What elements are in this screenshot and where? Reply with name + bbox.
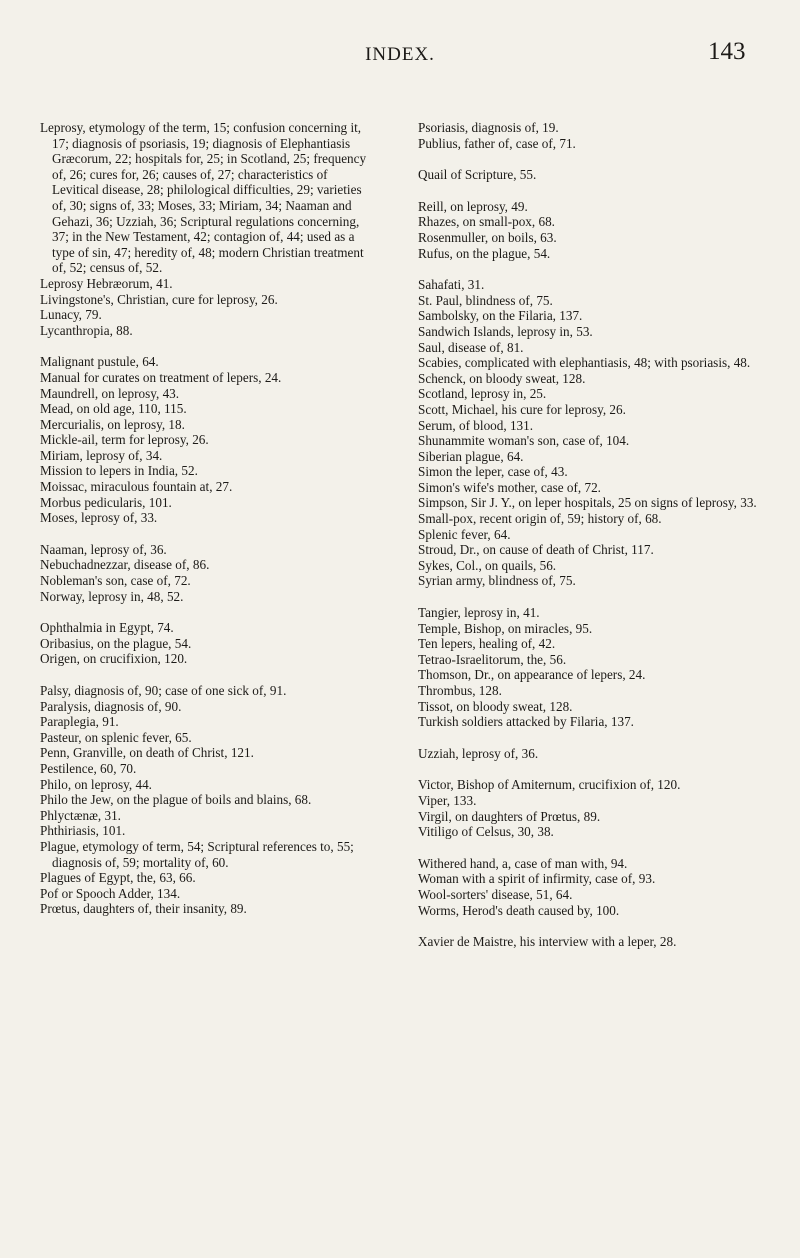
- index-entry: Livingstone's, Christian, cure for leprosy, 26.: [40, 291, 278, 307]
- index-entry: Oribasius, on the plague, 54.: [40, 635, 192, 651]
- index-entry: Scott, Michael, his cure for leprosy, 26.: [418, 401, 626, 417]
- index-letter-group: [418, 167, 770, 183]
- index-entry: Vitiligo of Celsus, 30, 38.: [418, 824, 554, 840]
- index-entry: Serum, of blood, 131.: [418, 417, 534, 433]
- index-entry: Sambolsky, on the Filaria, 137.: [418, 308, 583, 324]
- index-letter-group: [418, 856, 770, 918]
- index-entry: Simon the leper, case of, 43.: [418, 464, 568, 480]
- index-letter-group: [40, 120, 370, 338]
- index-entry: Phlyctænæ, 31.: [40, 807, 121, 823]
- index-entry: Worms, Herod's death caused by, 100.: [418, 902, 620, 918]
- index-entry: Sandwich Islands, leprosy in, 53.: [418, 323, 593, 339]
- page-header: [0, 0, 800, 80]
- index-entry: Stroud, Dr., on cause of death of Christ, 117.: [418, 542, 654, 558]
- running-title: INDEX.: [365, 44, 435, 65]
- index-entry: Origen, on crucifixion, 120.: [40, 651, 188, 667]
- index-entry: Philo, on leprosy, 44.: [40, 776, 152, 792]
- index-entry: Paraplegia, 91.: [40, 714, 119, 730]
- index-entry: Uzziah, leprosy of, 36.: [418, 745, 539, 761]
- index-entry: Naaman, leprosy of, 36.: [40, 541, 167, 557]
- index-entry: Pof or Spooch Adder, 134.: [40, 885, 181, 901]
- index-entry: Ophthalmia in Egypt, 74.: [40, 620, 174, 636]
- index-entry: Prœtus, daughters of, their insanity, 89.: [40, 901, 247, 917]
- index-entry: Siberian plague, 64.: [418, 448, 524, 464]
- index-entry: Pasteur, on splenic fever, 65.: [40, 729, 192, 745]
- index-letter-group: [418, 199, 770, 261]
- index-letter-group: [40, 620, 370, 667]
- index-letter-group: [418, 605, 770, 730]
- index-entry: Penn, Granville, on death of Christ, 121.: [40, 745, 254, 761]
- index-letter-group: [418, 934, 770, 950]
- index-entry: Scabies, complicated with elephantiasis, 48; with psoriasis, 48.: [418, 355, 751, 371]
- index-entry: Publius, father of, case of, 71.: [418, 135, 576, 151]
- index-entry: Small-pox, recent origin of, 59; history of, 68.: [418, 511, 662, 527]
- index-entry: Palsy, diagnosis of, 90; case of one sick of, 91.: [40, 683, 287, 698]
- index-entry: Simon's wife's mother, case of, 72.: [418, 479, 601, 495]
- index-column-right: [418, 120, 770, 966]
- index-entry: Plagues of Egypt, the, 63, 66.: [40, 870, 196, 886]
- index-entry: Paralysis, diagnosis of, 90.: [40, 698, 182, 714]
- index-entry: Leprosy, etymology of the term, 15; confusion concerning it, 17; diagnosis of psoriasis, 19; diagnosis of Elephantiasis Græcorum, 22; hospitals for, 25; in Scotland, 25; frequency of, 26; cures for, 26; causes of, 27; characteristics of Levitical disease, 28; philological difficulties, 29; varieties of, 30; signs of, 33; Moses, 33; Miriam, 34; Naaman and Gehazi, 36; Uzziah, 36; Scriptural regulations concerning, 37; in the New Testament, 42; contagion of, 44; used as a type of sin, 47; heredity of, 48; modern Christian treatment of, 52; census of, 52.: [40, 120, 367, 276]
- index-entry: Norway, leprosy in, 48, 52.: [40, 588, 184, 604]
- index-entry: Simpson, Sir J. Y., on leper hospitals, 25 on signs of leprosy, 33.: [418, 495, 757, 511]
- index-entry: Moses, leprosy of, 33.: [40, 510, 158, 526]
- index-entry: Viper, 133.: [418, 792, 477, 808]
- index-entry: Lycanthropia, 88.: [40, 322, 133, 338]
- index-entry: Thrombus, 128.: [418, 683, 502, 698]
- index-entry: Rosenmuller, on boils, 63.: [418, 229, 557, 245]
- index-entry: Phthiriasis, 101.: [40, 823, 126, 839]
- index-entry: Pestilence, 60, 70.: [40, 760, 137, 776]
- index-entry: Scotland, leprosy in, 25.: [418, 386, 547, 402]
- index-entry: Sykes, Col., on quails, 56.: [418, 557, 557, 573]
- index-entry: Turkish soldiers attacked by Filaria, 137.: [418, 714, 634, 730]
- index-entry: Schenck, on bloody sweat, 128.: [418, 370, 586, 386]
- index-entry: Woman with a spirit of infirmity, case of, 93.: [418, 871, 656, 887]
- index-entry: Psoriasis, diagnosis of, 19.: [418, 120, 559, 135]
- index-entry: Nobleman's son, case of, 72.: [40, 573, 191, 589]
- index-letter-group: [418, 277, 770, 589]
- index-letter-group: [418, 120, 770, 151]
- index-entry: Thomson, Dr., on appearance of lepers, 24.: [418, 667, 646, 683]
- index-entry: Miriam, leprosy of, 34.: [40, 447, 163, 463]
- index-entry: Splenic fever, 64.: [418, 526, 511, 542]
- index-letter-group: [40, 542, 370, 604]
- index-entry: Mission to lepers in India, 52.: [40, 463, 198, 479]
- index-entry: Shunammite woman's son, case of, 104.: [418, 433, 630, 449]
- index-entry: Tetrao-Israelitorum, the, 56.: [418, 651, 567, 667]
- index-column-left: [40, 120, 370, 933]
- index-entry: Malignant pustule, 64.: [40, 354, 159, 370]
- index-letter-group: [418, 777, 770, 839]
- index-entry: Mead, on old age, 110, 115.: [40, 401, 187, 417]
- index-entry: Nebuchadnezzar, disease of, 86.: [40, 557, 210, 573]
- index-letter-group: [40, 683, 370, 917]
- index-entry: Victor, Bishop of Amiternum, crucifixion of, 120.: [418, 777, 681, 793]
- index-entry: Ten lepers, healing of, 42.: [418, 636, 556, 652]
- index-entry: Moissac, miraculous fountain at, 27.: [40, 479, 233, 495]
- index-entry: Tissot, on bloody sweat, 128.: [418, 698, 573, 714]
- index-entry: Maundrell, on leprosy, 43.: [40, 385, 180, 401]
- index-letter-group: [418, 746, 770, 762]
- index-entry: Lunacy, 79.: [40, 307, 102, 323]
- index-entry: Withered hand, a, case of man with, 94.: [418, 855, 628, 871]
- index-entry: Morbus pedicularis, 101.: [40, 494, 172, 510]
- index-entry: Syrian army, blindness of, 75.: [418, 573, 576, 589]
- index-entry: Saul, disease of, 81.: [418, 339, 524, 355]
- index-entry: Plague, etymology of term, 54; Scriptural references to, 55; diagnosis of, 59; mortality of, 60.: [40, 838, 354, 870]
- page-number: 143: [708, 38, 746, 65]
- index-entry: Mercurialis, on leprosy, 18.: [40, 416, 185, 432]
- index-entry: Quail of Scripture, 55.: [418, 167, 537, 183]
- index-entry: Virgil, on daughters of Prœtus, 89.: [418, 808, 601, 824]
- index-entry: Philo the Jew, on the plague of boils and blains, 68.: [40, 792, 312, 808]
- index-entry: Leprosy Hebræorum, 41.: [40, 275, 173, 291]
- index-entry: Mickle-ail, term for leprosy, 26.: [40, 432, 209, 448]
- index-entry: Tangier, leprosy in, 41.: [418, 605, 540, 621]
- index-entry: Temple, Bishop, on miracles, 95.: [418, 620, 593, 636]
- index-entry: Manual for curates on treatment of lepers, 24.: [40, 369, 282, 385]
- index-entry: Wool-sorters' disease, 51, 64.: [418, 886, 573, 902]
- index-entry: Reill, on leprosy, 49.: [418, 198, 528, 214]
- index-entry: St. Paul, blindness of, 75.: [418, 292, 553, 308]
- index-entry: Sahafati, 31.: [418, 277, 485, 293]
- index-entry: Rufus, on the plague, 54.: [418, 245, 551, 261]
- index-entry: Rhazes, on small-pox, 68.: [418, 214, 555, 230]
- index-entry: Xavier de Maistre, his interview with a leper, 28.: [418, 934, 677, 950]
- index-letter-group: [40, 354, 370, 526]
